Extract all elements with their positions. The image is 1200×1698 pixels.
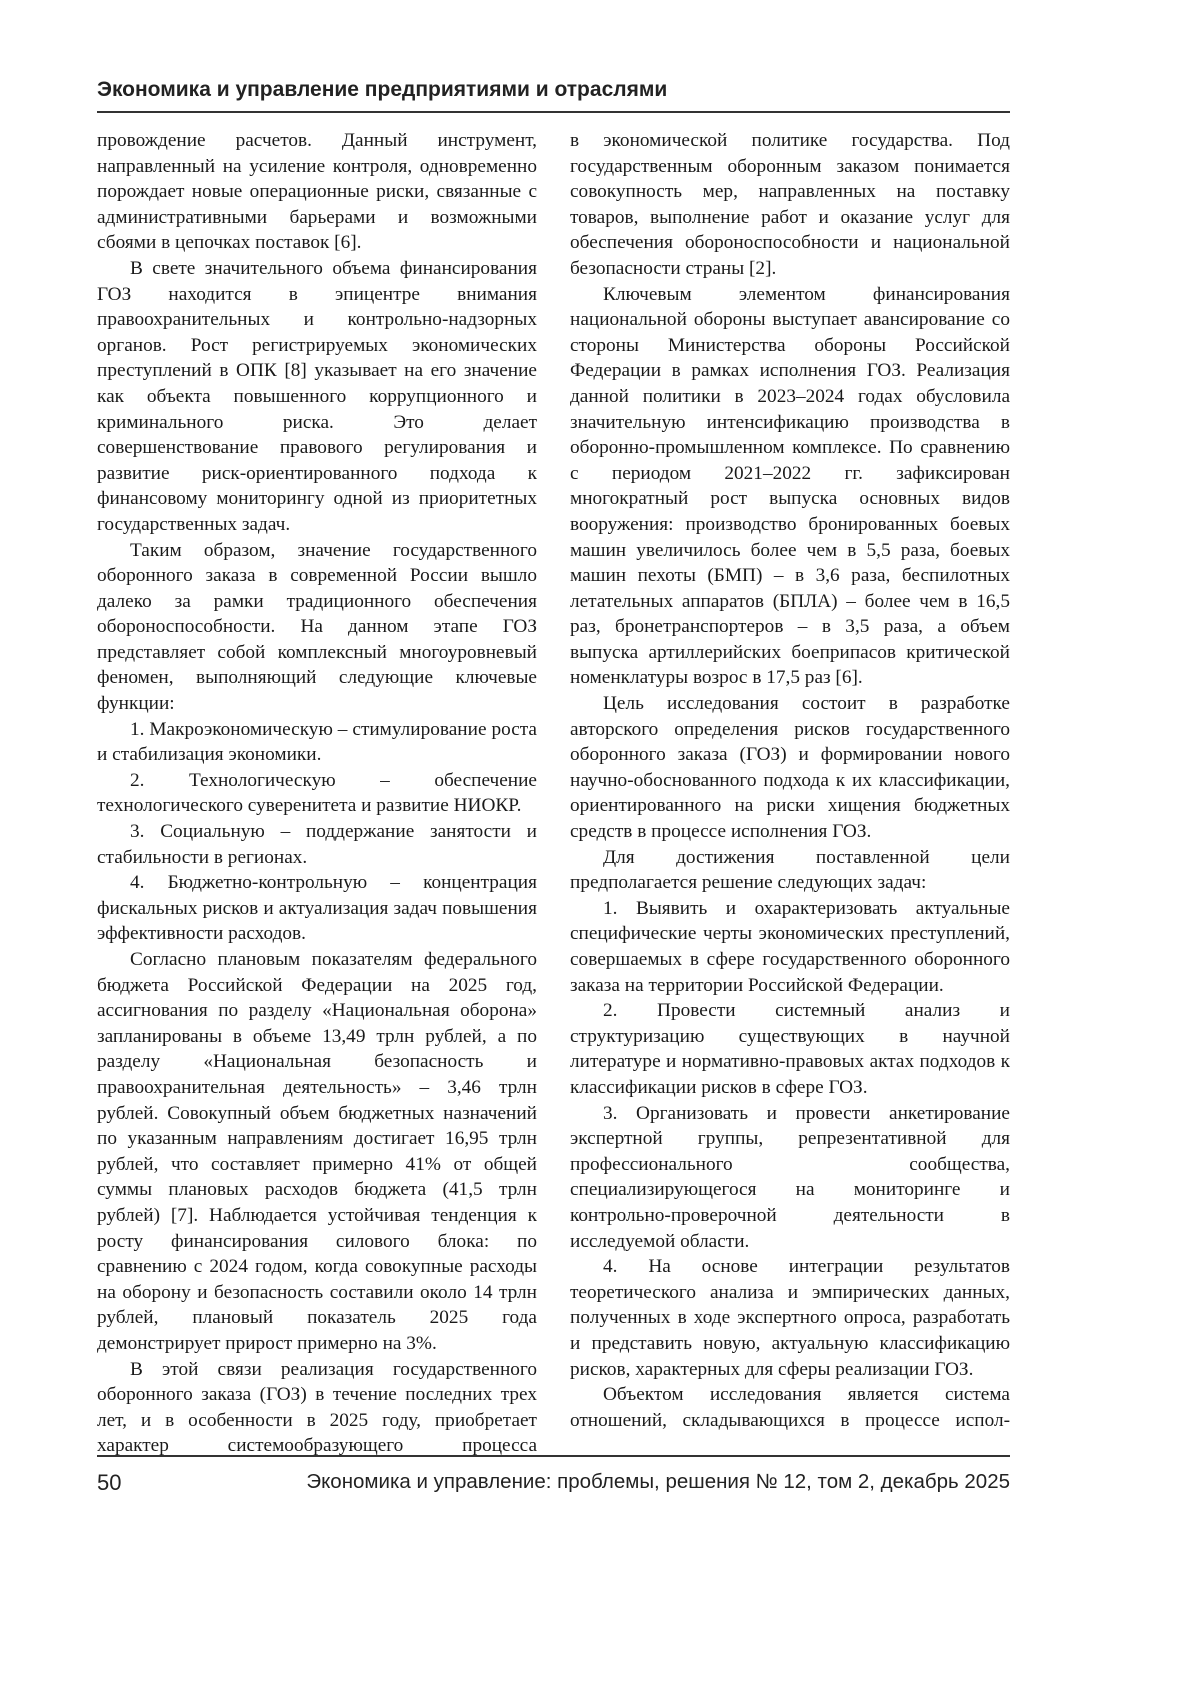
paragraph: Цель исследования состоит в разработке авторского определения рисков государственного оборонного заказа (ГОЗ) и формировании нового научно-обоснованного подхода к их классификации, ориентированного на риски хищения бюджетных средств в процессе исполнения ГОЗ. — [570, 691, 1010, 845]
list-item: 1. Макроэкономическую – стимулирование роста и стабилизация экономики. — [97, 717, 537, 768]
header-divider — [97, 111, 1010, 113]
list-item: 4. На основе интеграции результатов теоретического анализа и эмпирических данных, полученных в ходе экспертного опроса, разработать и представить новую, актуальную классификацию рисков, характерных для сферы реализации ГОЗ. — [570, 1254, 1010, 1382]
paragraph: провождение расчетов. Данный инструмент, направленный на усиление контроля, одновременно порождает новые операционные риски, связанные с административными барьерами и возможными сбоями в цепочках поставок [6]. — [97, 128, 537, 256]
right-column — [570, 128, 1010, 1433]
paragraph: В свете значительного объема финансирования ГОЗ находится в эпицентре внимания правоохранительных и контрольно-надзорных органов. Рост регистрируемых экономических преступлений в ОПК [8] указывает на его значение как объекта повышенного коррупционного и криминального риска. Это делает совершенствование правового регулирования и развитие риск-ориентированного подхода к финансовому мониторингу одной из приоритетных государственных задач. — [97, 256, 537, 538]
page-number: 50 — [97, 1470, 121, 1496]
paragraph: Объектом исследования является система отношений, складывающихся в процессе испол- — [570, 1382, 1010, 1433]
list-item: 4. Бюджетно-контрольную – концентрация фискальных рисков и актуализация задач повышения эффективности расходов. — [97, 870, 537, 947]
journal-footer: Экономика и управление: проблемы, решения № 12, том 2, декабрь 2025 — [306, 1470, 1010, 1494]
running-header: Экономика и управление предприятиями и отраслями — [97, 78, 1010, 102]
list-item: 2. Провести системный анализ и структуризацию существующих в научной литературе и нормативно-правовых актах подходов к классификации рисков в сфере ГОЗ. — [570, 998, 1010, 1100]
paragraph: в экономической политике государства. Под государственным оборонным заказом понимается совокупность мер, направленных на поставку товаров, выполнение работ и оказание услуг для обеспечения обороноспособности и национальной безопасности страны [2]. — [570, 128, 1010, 282]
left-column — [97, 128, 537, 1459]
paragraph: Для достижения поставленной цели предполагается решение следующих задач: — [570, 845, 1010, 896]
list-item: 2. Технологическую – обеспечение технологического суверенитета и развитие НИОКР. — [97, 768, 537, 819]
paragraph: В этой связи реализация государственного оборонного заказа (ГОЗ) в течение последних трех лет, и в особенности в 2025 году, приобретает характер системообразующего процесса — [97, 1357, 537, 1459]
footer-divider — [97, 1455, 1010, 1457]
list-item: 3. Организовать и провести анкетирование экспертной группы, репрезентативной для профессионального сообщества, специализирующегося на мониторинге и контрольно-проверочной деятельности в исследуемой области. — [570, 1101, 1010, 1255]
paragraph: Ключевым элементом финансирования национальной обороны выступает авансирование со стороны Министерства обороны Российской Федерации в рамках исполнения ГОЗ. Реализация данной политики в 2023–2024 годах обусловила значительную интенсификацию производства в оборонно-промышленном комплексе. По сравнению с периодом 2021–2022 гг. зафиксирован многократный рост выпуска основных видов вооружения: производство бронированных боевых машин увеличилось более чем в 5,5 раза, боевых машин пехоты (БМП) – в 3,6 раза, беспилотных летательных аппаратов (БПЛА) – более чем в 16,5 раз, бронетранспортеров – в 3,5 раза, а объем выпуска артиллерийских боеприпасов критической номенклатуры возрос в 17,5 раз [6]. — [570, 282, 1010, 692]
paragraph: Согласно плановым показателям федерального бюджета Российской Федерации на 2025 год, ассигнования по разделу «Национальная оборона» запланированы в объеме 13,49 трлн рублей, а по разделу «Национальная безопасность и правоохранительная деятельность» – 3,46 трлн рублей. Совокупный объем бюджетных назначений по указанным направлениям достигает 16,95 трлн рублей, что составляет примерно 41% от общей суммы плановых расходов бюджета (41,5 трлн рублей) [7]. Наблюдается устойчивая тенденция к росту финансирования силового блока: по сравнению с 2024 годом, когда совокупные расходы на оборону и безопасность составили около 14 трлн рублей, плановый показатель 2025 года демонстрирует прирост примерно на 3%. — [97, 947, 537, 1357]
list-item: 3. Социальную – поддержание занятости и стабильности в регионах. — [97, 819, 537, 870]
paragraph: Таким образом, значение государственного оборонного заказа в современной России вышло далеко за рамки традиционного обеспечения обороноспособности. На данном этапе ГОЗ представляет собой комплексный многоуровневый феномен, выполняющий следующие ключевые функции: — [97, 538, 537, 717]
list-item: 1. Выявить и охарактеризовать актуальные специфические черты экономических преступлений, совершаемых в сфере государственного оборонного заказа на территории Российской Федерации. — [570, 896, 1010, 998]
